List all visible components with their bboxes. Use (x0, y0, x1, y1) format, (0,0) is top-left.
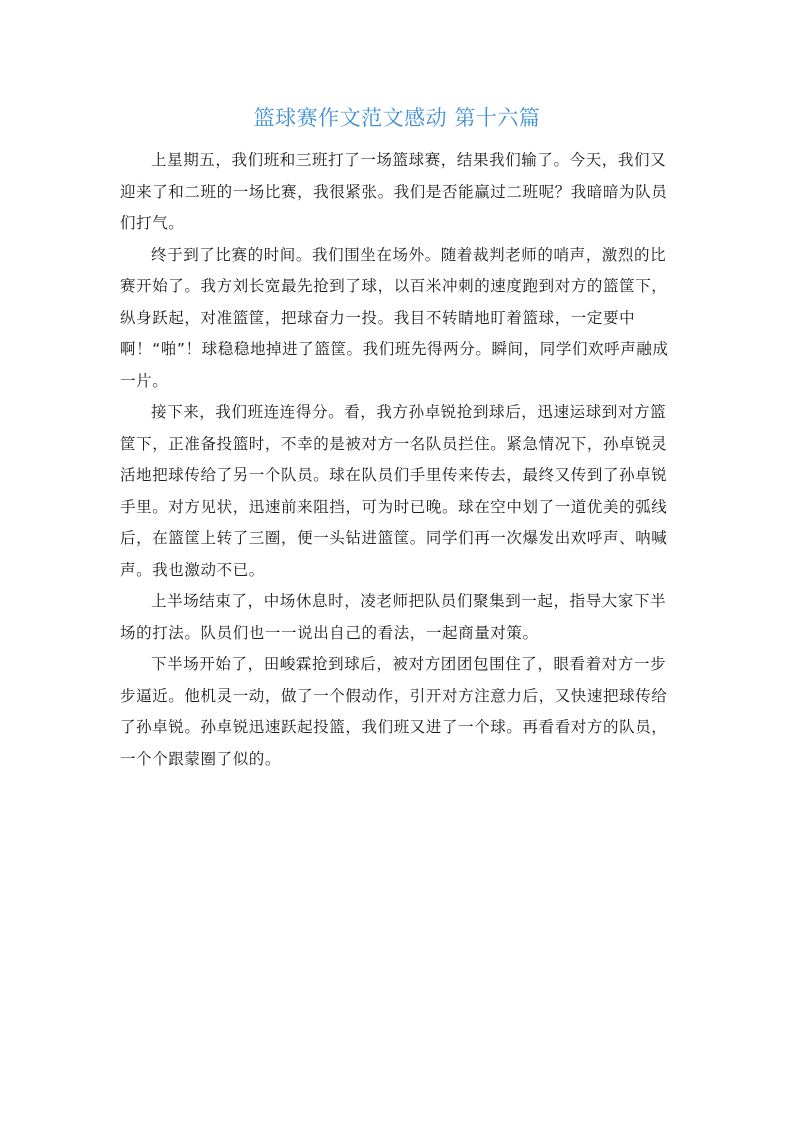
document-body (120, 145, 675, 775)
paragraph-5: 下半场开始了，田峻霖抢到球后，被对方团团包围住了，眼看着对方一步步逼近。他机灵一动，做了一个假动作，引开对方注意力后，又快速把球传给了孙卓锐。孙卓锐迅速跃起投篮，我们班又进了一个球。再看看对方的队员，一个个跟蒙圈了似的。 (120, 655, 668, 768)
paragraph-4: 上半场结束了，中场休息时，凌老师把队员们聚集到一起，指导大家下半场的打法。队员们也一一说出自己的看法，一起商量对策。 (120, 592, 667, 642)
paragraph-2: 终于到了比赛的时间。我们围坐在场外。随着裁判老师的哨声，激烈的比赛开始了。我方刘长宽最先抢到了球，以百米冲刺的速度跑到对方的篮筐下，纵身跃起，对准篮筐，把球奋力一投。我目不转睛地盯着篮球，一定要中啊！“啪”！球稳稳地掉进了篮筐。我们班先得两分。瞬间，同学们欢呼声融成一片。 (120, 245, 669, 390)
document-title: 篮球赛作文范文感动 第十六篇 (253, 106, 541, 130)
paragraph-1: 上星期五，我们班和三班打了一场篮球赛，结果我们输了。今天，我们又迎来了和二班的一场比赛，我很紧张。我们是否能赢过二班呢？我暗暗为队员们打气。 (120, 151, 668, 232)
paragraph-3: 接下来，我们班连连得分。看，我方孙卓锐抢到球后，迅速运球到对方篮筐下，正准备投篮时，不幸的是被对方一名队员拦住。紧急情况下，孙卓锐灵活地把球传给了另一个队员。球在队员们手里传来传去，最终又传到了孙卓锐手里。对方见状，迅速前来阻挡，可为时已晚。球在空中划了一道优美的弧线后，在篮筐上转了三圈，便一头钻进篮筐。同学们再一次爆发出欢呼声、呐喊声。我也激动不已。 (120, 403, 668, 579)
